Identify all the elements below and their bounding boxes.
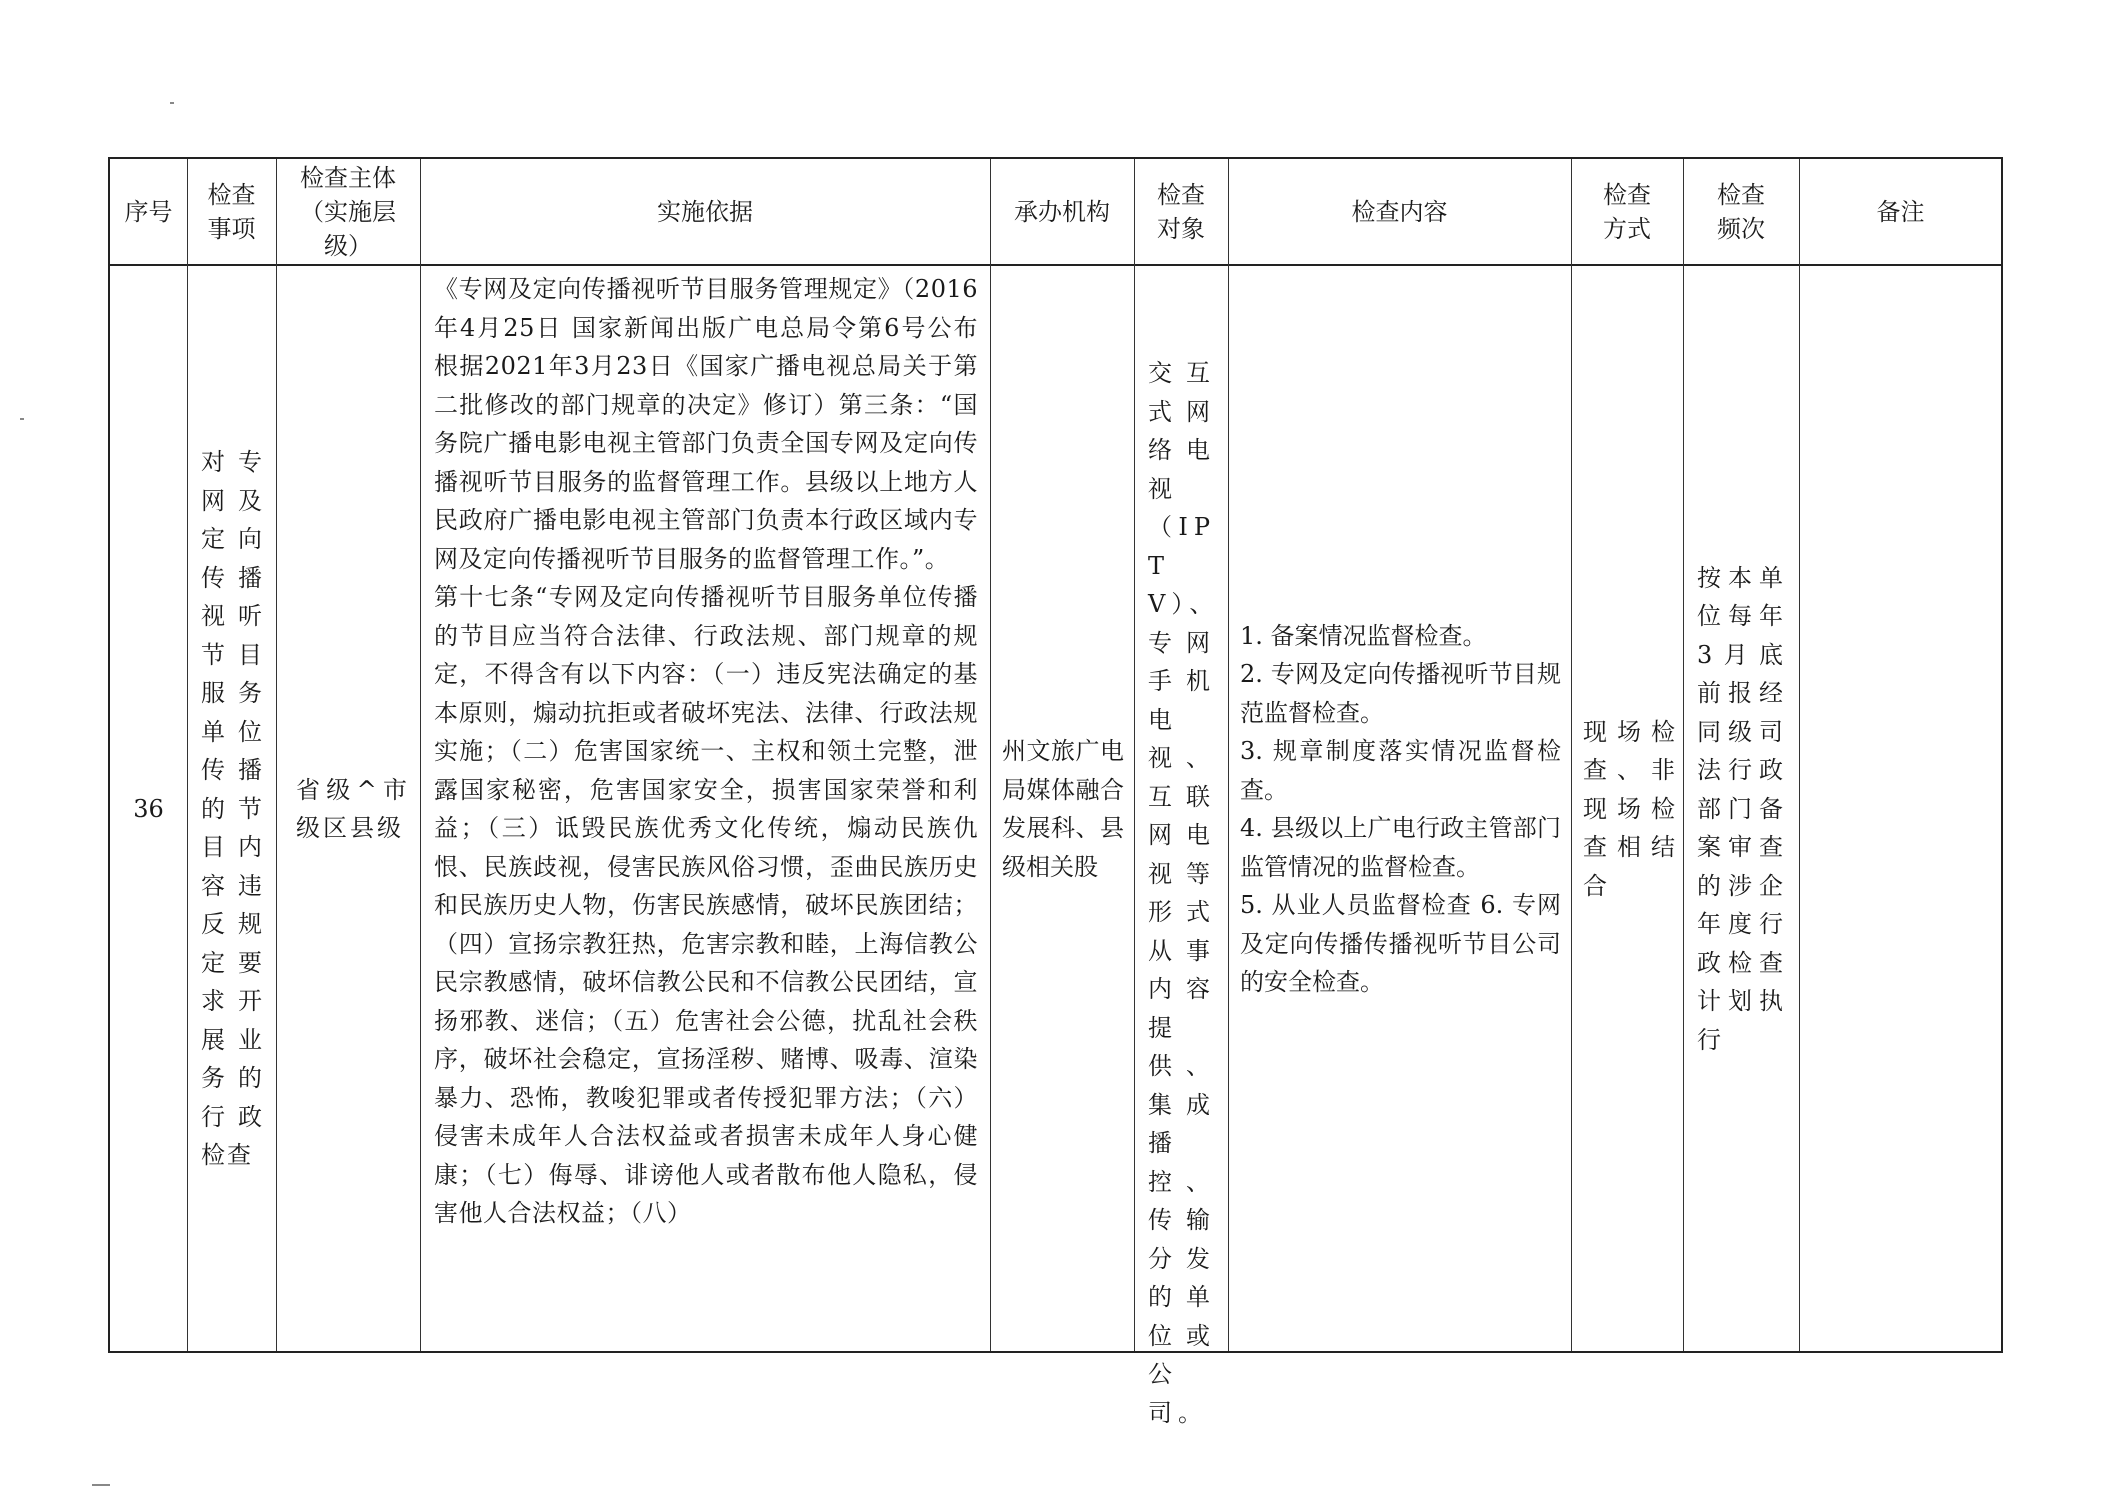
scan-mark xyxy=(20,418,24,420)
header-content: 检查内容 xyxy=(1351,197,1448,226)
header-frequency: 检查 频次 xyxy=(1717,180,1765,243)
header-item: 检查 事项 xyxy=(207,180,256,243)
row-item-text: 对专网及定向传播视听节目服务单位传播的节目内容违反规定要求开展业务的行政检查 xyxy=(201,448,264,1170)
row-frequency: 按本单位每年3月底前报经同级司法行政部门备案审查的涉企年度行政检查计划执行 xyxy=(1697,563,1789,1054)
header-basis: 实施依据 xyxy=(657,197,753,226)
header-object: 检查 对象 xyxy=(1157,180,1205,243)
row-agency: 州文旅广电局媒体融合发展科、县级相关股 xyxy=(1002,737,1124,881)
inspection-table xyxy=(108,157,2003,1427)
row-seq: 36 xyxy=(133,795,164,823)
header-agency: 承办机构 xyxy=(1014,197,1110,226)
scan-mark xyxy=(92,1484,110,1486)
content-list xyxy=(1240,617,1561,1002)
scan-mark xyxy=(170,102,174,104)
content-item: 3. 规章制度落实情况监督检查。 xyxy=(1240,737,1561,804)
row-remark xyxy=(1799,266,2002,1352)
row-basis: 《专网及定向传播视听节目服务管理规定》（2016年4月25日 国家新闻出版广电总局令第6号公布 根据2021年3月23日《国家广播电视总局关于第二批修改的部门规章的决定》修订）第三条：“国务院广播电影电视主管部门负责全国专网及定向传播视听节目服务的监督管理工作。县级以上地方人民政府广播电影电视主管部门负责本行政区域内专网及定向传播视听节目服务的监督管理工作。”。 第十七条“专网及定向传播视听节目服务单位传播的节目应当符合法律、行政法规、部门规章的规定，不得含有以下内容：（一）违反宪法确定的基本原则，煽动抗拒或者破坏宪法、法律、行政法规实施；（二）危害国家统一、主权和领土完整，泄露国家秘密，危害国家安全，损害国家荣誉和利益；（三）诋毁民族优秀文化传统，煽动民族仇恨、民族歧视，侵害民族风俗习惯，歪曲民族历史和民族历史人物，伤害民族感情，破坏民族团结；（四）宣扬宗教狂热，危害宗教和睦，上海信教公民宗教感情，破坏信教公民和不信教公民团结，宣扬邪教、迷信；（五）危害社会公德，扰乱社会秩序，破坏社会稳定，宣扬淫秽、赌博、吸毒、渲染暴力、恐怖，教唆犯罪或者传授犯罪方法；（六）侵害未成年人合法权益或者损害未成年人身心健康；（七）侮辱、诽谤他人或者散布他人隐私，侵害他人合法权益；（八） xyxy=(434,275,978,1227)
row-method: 现场检查、非现场检查相结合 xyxy=(1583,717,1675,900)
row-object: 交互式网络电视（IPTV）、专网手机电视、互联网电视等形式从事内容提供、集成播控、传输分发的单位或公司。 xyxy=(1148,359,1220,1427)
header-subject: 检查主体 （实施层 级） xyxy=(300,163,396,260)
row-content xyxy=(1228,266,1571,1352)
content-item: 5. 从业人员监督检查 6. 专网及定向传播传播视听节目公司的安全检查。 xyxy=(1240,891,1561,996)
content-item: 4. 县级以上广电行政主管部门监管情况的监督检查。 xyxy=(1240,814,1561,881)
row-item xyxy=(187,266,276,1352)
content-item: 2. 专网及定向传播视听节目规范监督检查。 xyxy=(1240,660,1561,727)
content-item: 1. 备案情况监督检查。 xyxy=(1240,621,1487,650)
row-subject: 省级^市级区县级 xyxy=(296,775,410,842)
header-method: 检查 方式 xyxy=(1603,180,1651,243)
header-remark: 备注 xyxy=(1876,197,1925,226)
header-seq: 序号 xyxy=(124,197,173,226)
